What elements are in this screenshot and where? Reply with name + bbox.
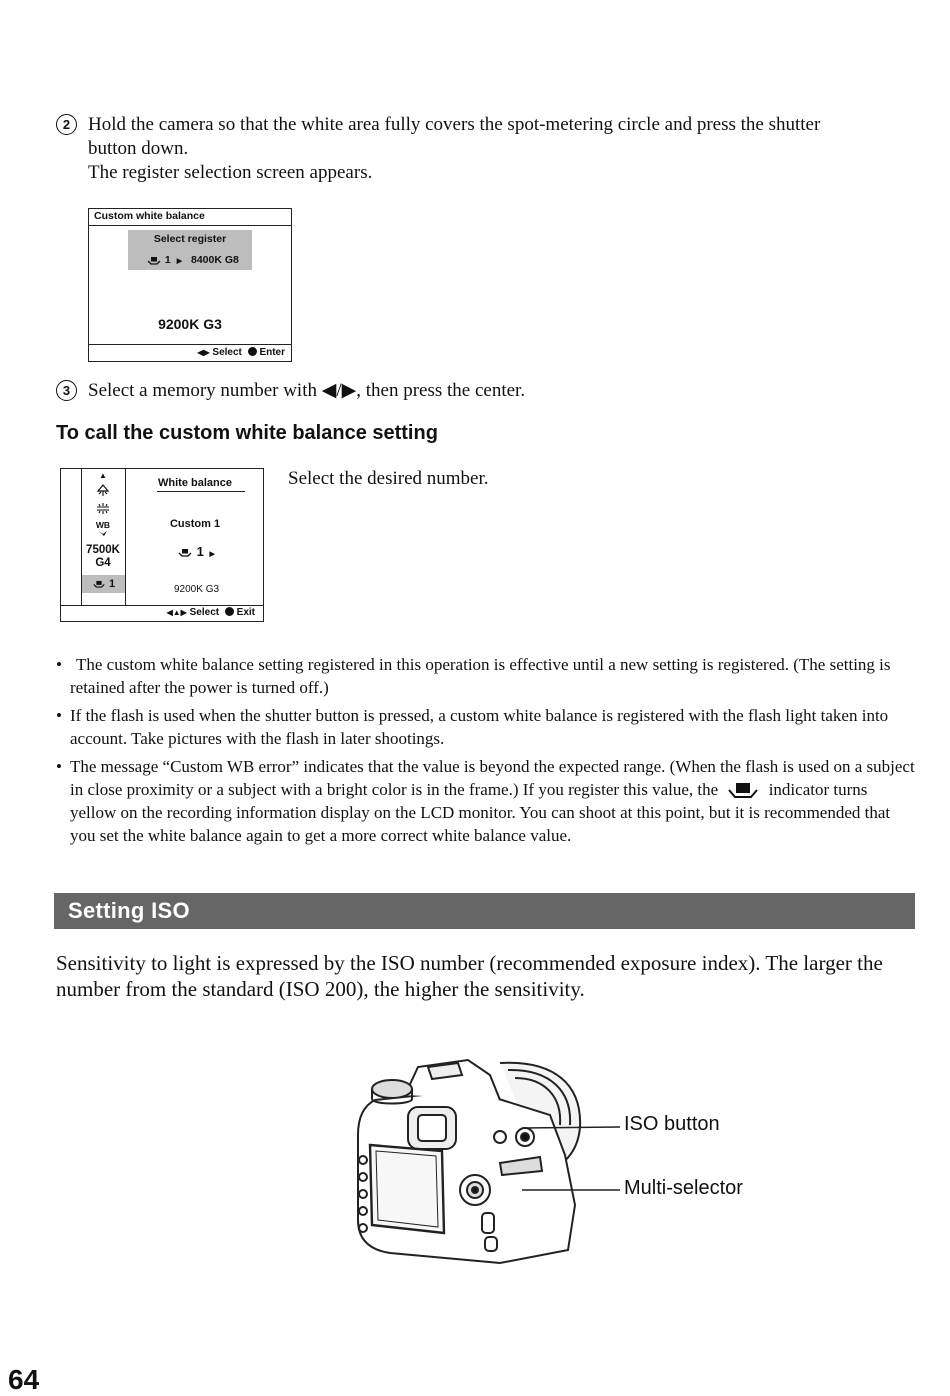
iso-button-label: ISO button bbox=[624, 1113, 720, 1135]
notes-list bbox=[56, 653, 916, 852]
footer-exit-label: Exit bbox=[236, 607, 255, 618]
register-value: 9200K G3 bbox=[174, 584, 220, 595]
multi-selector-label: Multi-selector bbox=[624, 1177, 743, 1199]
screen-title: White balance bbox=[158, 477, 232, 489]
note-item bbox=[56, 653, 916, 699]
custom-wb-icon bbox=[726, 782, 760, 798]
footer-divider bbox=[89, 344, 291, 345]
kelvin-g-value: G4 bbox=[95, 557, 111, 569]
intro-paragraph: Sensitivity to light is expressed by the ISO number (recommended exposure index). The larger the number from the standard (ISO 200), the higher the sensitivity. bbox=[56, 951, 883, 1001]
page-number: 64 bbox=[8, 1364, 40, 1395]
arrow-right-icon: ▶ bbox=[209, 551, 215, 558]
section-header bbox=[54, 893, 915, 929]
custom-wb-icon bbox=[177, 548, 193, 557]
measured-value: 9200K G3 bbox=[158, 316, 222, 332]
flash-wb-icon bbox=[98, 530, 108, 537]
register-number: 1 bbox=[164, 254, 171, 266]
custom-wb-icon bbox=[92, 580, 106, 588]
callout-lines bbox=[520, 1120, 630, 1200]
note-item bbox=[56, 755, 916, 847]
footer-select-label: Select bbox=[189, 607, 220, 618]
screen-title: Custom white balance bbox=[94, 210, 205, 222]
iso-leader-line bbox=[522, 1127, 620, 1128]
note-text: If the flash is used when the shutter button is pressed, a custom white balance is registered with the flash light taken into account. Take pictures with the flash in later shootings. bbox=[70, 706, 889, 748]
bullet-icon: • bbox=[56, 706, 62, 725]
title-underline bbox=[157, 491, 245, 492]
left-column-divider bbox=[125, 469, 126, 605]
four-way-arrows-icon: ◀▲▶ bbox=[166, 608, 187, 617]
screen-footer bbox=[197, 347, 285, 358]
step-text: Select a memory number with ◀/▶, then press the center. bbox=[88, 380, 526, 401]
select-number-text: Select the desired number. bbox=[288, 468, 489, 489]
subheading: To call the custom white balance setting bbox=[56, 422, 438, 444]
step-text bbox=[88, 113, 918, 185]
register-number: 1 bbox=[196, 544, 204, 559]
shade-icon bbox=[95, 482, 111, 498]
register-row bbox=[177, 544, 215, 559]
note-text: The custom white balance setting registered in this operation is effective until a new setting is registered. (The setting is retained after the power is turned off.) bbox=[70, 655, 891, 697]
popup-title: Select register bbox=[153, 233, 227, 245]
kelvin-setting bbox=[81, 544, 125, 570]
wb-icon: WB bbox=[95, 520, 111, 530]
custom-wb-screen bbox=[88, 208, 292, 362]
bullet-icon: • bbox=[56, 655, 62, 674]
note-text: The message “Custom WB error” indicates that the value is beyond the expected range. (When the flash is used on a subject in close proximity or a subject with a bright color is in the frame.) If you register this value, the bbox=[70, 757, 915, 799]
note-text: indicator turns yellow on the recording information display on the LCD monitor. You can shoot at this point, but it is recommended that you set the white balance again to get a more correct white balance value. bbox=[70, 780, 891, 845]
left-right-arrows-icon: ◀▶ bbox=[197, 348, 210, 357]
screen-divider bbox=[89, 225, 291, 226]
note-item bbox=[56, 704, 916, 750]
step-number: 2 bbox=[56, 114, 77, 135]
exit-button-icon bbox=[225, 607, 234, 616]
register-popup bbox=[128, 230, 252, 270]
step-number: 3 bbox=[56, 380, 77, 401]
arrow-right-icon: ▶ bbox=[176, 258, 183, 265]
footer-enter-label: Enter bbox=[259, 347, 285, 358]
footer-divider bbox=[61, 605, 263, 606]
step-line: button down. bbox=[88, 138, 189, 159]
enter-button-icon bbox=[248, 347, 257, 356]
custom-wb-icon bbox=[146, 256, 162, 265]
step-line: Hold the camera so that the white area fully covers the spot-metering circle and press the shutter bbox=[88, 114, 821, 135]
selected-custom-item[interactable] bbox=[82, 575, 125, 593]
kelvin-value: 7500K bbox=[86, 544, 120, 556]
register-value: 8400K G8 bbox=[191, 254, 239, 266]
selected-item-label: Custom 1 bbox=[169, 518, 221, 530]
footer-select-label: Select bbox=[212, 347, 242, 358]
step-line: The register selection screen appears. bbox=[88, 162, 373, 183]
screen-footer bbox=[167, 607, 255, 618]
fluorescent-icon bbox=[95, 501, 111, 517]
bullet-icon: • bbox=[56, 757, 62, 776]
selected-register: 1 bbox=[108, 578, 116, 590]
white-balance-screen bbox=[60, 468, 264, 622]
register-row bbox=[146, 254, 239, 266]
section-title: Setting ISO bbox=[68, 898, 190, 923]
up-arrow-icon: ▲ bbox=[99, 471, 107, 480]
